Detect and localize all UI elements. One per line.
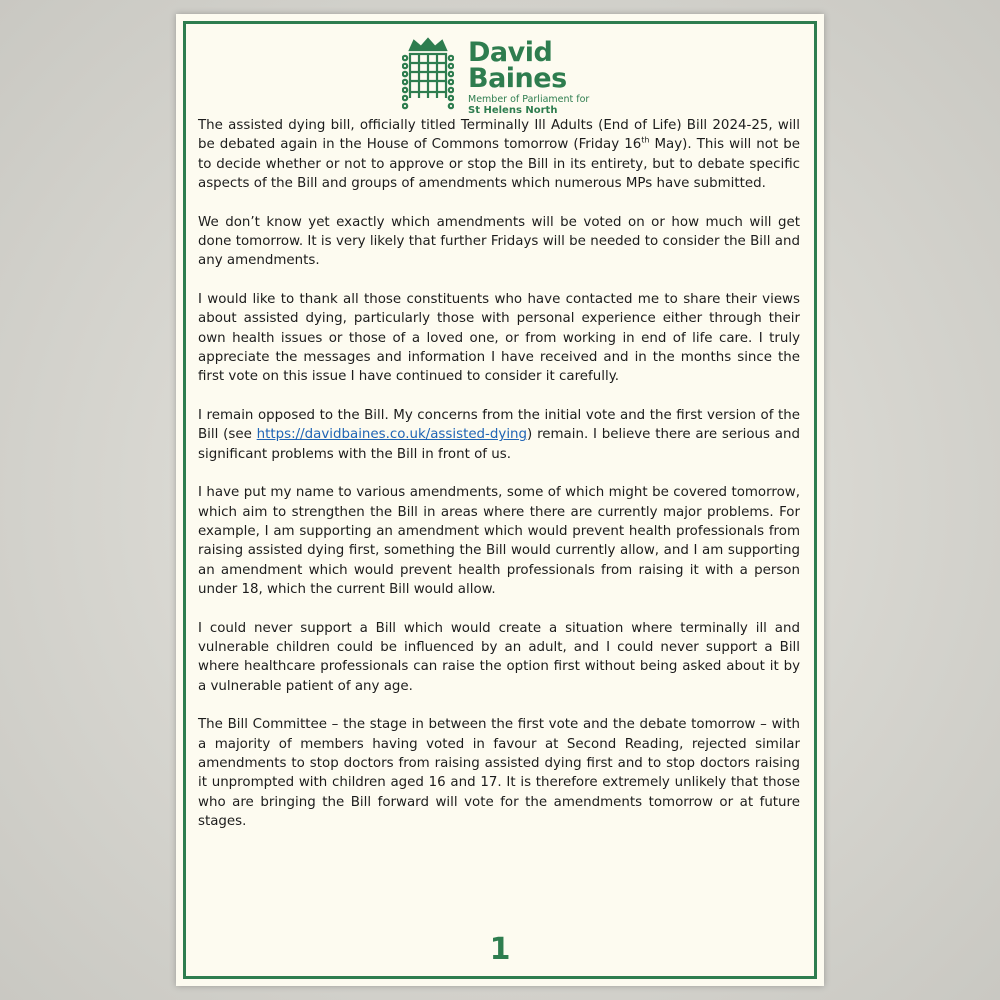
- paragraph-4: [198, 406, 800, 464]
- mp-last-name: Baines: [468, 63, 567, 94]
- paragraph-3: I would like to thank all those constituents who have contacted me to share their views about assisted dying, particularly those with personal experience either through their own health issues or those of a loved one, or from working in end of life care. I truly appreciate the messages and information I have received and in the months since the first vote on this issue I have continued to consider it carefully.: [198, 292, 800, 385]
- paragraph-1-text-a: The assisted dying bill, officially titled Terminally Ill Adults (End of Life) Bill 2024-25, will be debated again in the House of Commons tomorrow (Friday 16: [198, 118, 800, 153]
- letterhead: [402, 36, 602, 116]
- paragraph-1-text-b: May). This will not be to decide whether or not to approve or stop the Bill in its entirety, but to debate specific aspects of the Bill and groups of amendments which numerous MPs have submitted.: [198, 137, 800, 191]
- portcullis-icon: [402, 36, 454, 114]
- assisted-dying-link[interactable]: https://davidbaines.co.uk/assisted-dying: [256, 427, 528, 443]
- constituency-name: St Helens North: [468, 105, 558, 116]
- letter-page: [176, 14, 824, 986]
- letter-body: [198, 116, 800, 851]
- mp-subtitle: Member of Parliament for: [468, 94, 590, 105]
- paragraph-2: We don’t know yet exactly which amendments will be voted on or how much will get done tomorrow. It is very likely that further Fridays will be needed to consider the Bill and any amendments.: [198, 214, 800, 269]
- mp-name: [468, 37, 567, 94]
- ordinal-suffix: th: [641, 135, 650, 145]
- paragraph-1: [198, 116, 800, 193]
- page-number: 1: [489, 932, 511, 967]
- paragraph-7: The Bill Committee – the stage in between the first vote and the debate tomorrow – with a majority of members having voted in favour at Second Reading, rejected similar amendments to stop doctors from raising assisted dying first and to stop doctors raising it unprompted with children aged 16 and 17. It is therefore extremely unlikely that those who are bringing the Bill forward will vote for the amendments tomorrow or at future stages.: [198, 717, 800, 829]
- paragraph-6: I could never support a Bill which would create a situation where terminally ill and vulnerable children could be influenced by an adult, and I could never support a Bill where healthcare professionals can raise the option first without being asked about it by a vulnerable patient of any age.: [198, 620, 800, 694]
- paragraph-4-text-b: ) remain. I believe there are serious and significant problems with the Bill in front of us.: [198, 427, 800, 462]
- mp-first-name: David: [468, 37, 553, 68]
- paragraph-4-text-a: I remain opposed to the Bill. My concerns from the initial vote and the first version of the Bill (see: [198, 408, 800, 443]
- paragraph-5: I have put my name to various amendments, some of which might be covered tomorrow, which aim to strengthen the Bill in areas where there are currently major problems. For example, I am supporting an amendment which would prevent health professionals from raising assisted dying first, something the Bill would currently allow, and I am supporting an amendment which would prevent health professionals from raising it with a person under 18, which the current Bill would allow.: [198, 485, 800, 597]
